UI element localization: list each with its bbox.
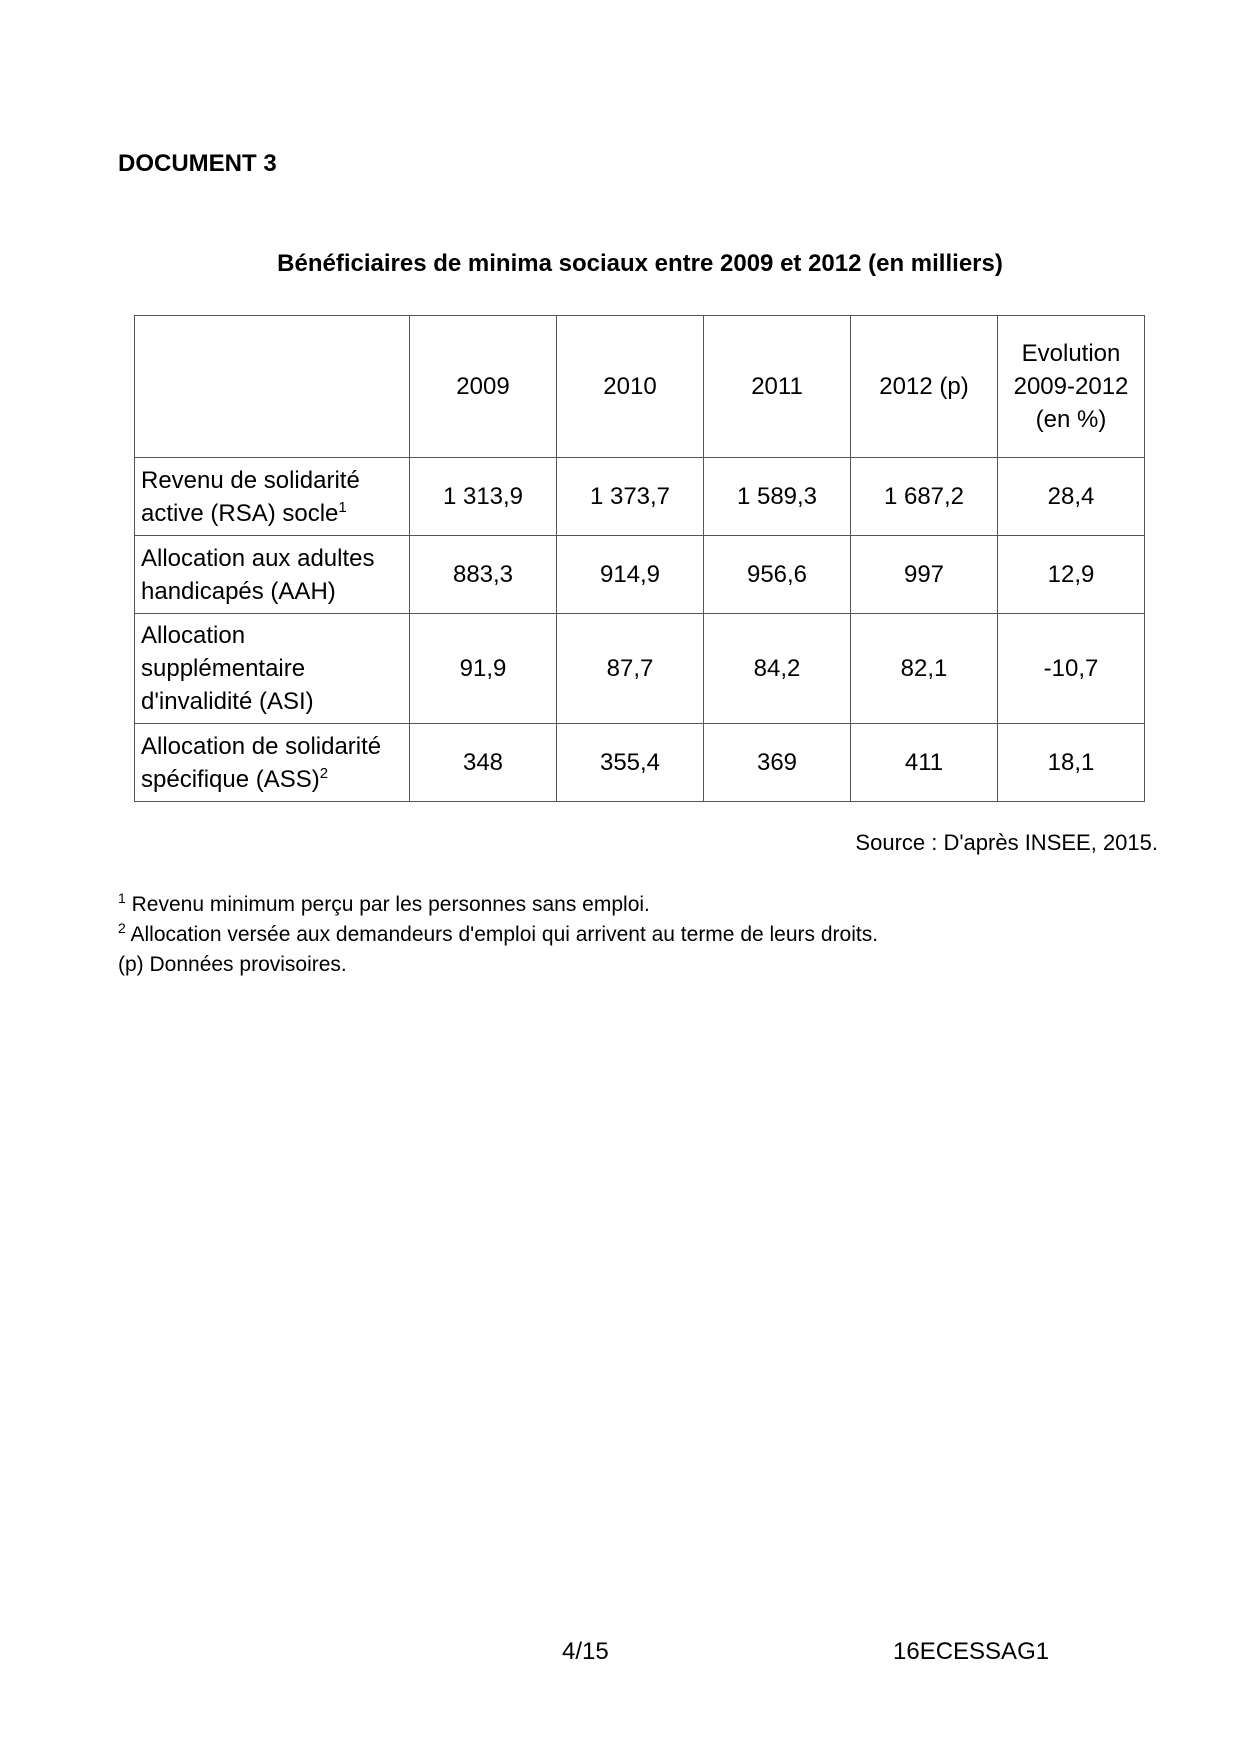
header-cell-2012: 2012 (p) xyxy=(851,316,998,458)
header-cell-evolution xyxy=(998,316,1145,458)
table-cell: 87,7 xyxy=(557,614,704,724)
footnote-marker: 2 xyxy=(118,920,126,936)
table-cell: 91,9 xyxy=(410,614,557,724)
row-label-asi xyxy=(135,614,410,724)
row-label-rsa xyxy=(135,458,410,536)
table-header-row xyxy=(135,316,1145,458)
row-label-line: supplémentaire xyxy=(141,655,306,682)
header-cell-2010: 2010 xyxy=(557,316,704,458)
row-label-line: Allocation xyxy=(141,622,246,649)
table-cell: 1 589,3 xyxy=(704,458,851,536)
footnote-item xyxy=(118,950,878,980)
row-label-aah xyxy=(135,536,410,614)
table-row xyxy=(135,458,1145,536)
table-row xyxy=(135,724,1145,802)
row-label-line: handicapés (AAH) xyxy=(141,577,336,605)
table-cell: 355,4 xyxy=(557,724,704,802)
footnote-text: Allocation versée aux demandeurs d'emploi qui arrivent au terme de leurs droits. xyxy=(130,923,879,946)
header-cell-empty xyxy=(135,316,410,458)
table-row xyxy=(135,614,1145,724)
row-label-ass xyxy=(135,724,410,802)
row-label-line: Allocation de solidarité xyxy=(141,732,382,760)
header-evolution-line: Evolution xyxy=(1021,340,1121,367)
footnote-text: (p) Données provisoires. xyxy=(118,953,347,976)
table-cell: 348 xyxy=(410,724,557,802)
footnotes xyxy=(118,890,878,980)
document-label: DOCUMENT 3 xyxy=(118,150,277,177)
header-evolution-line: (en %) xyxy=(1035,406,1107,433)
table-cell: 1 373,7 xyxy=(557,458,704,536)
row-label-line: Revenu de solidarité xyxy=(141,466,360,494)
table-cell: 28,4 xyxy=(998,458,1145,536)
table-title: Bénéficiaires de minima sociaux entre 2009 et 2012 (en milliers) xyxy=(277,250,1003,277)
header-cell-2011: 2011 xyxy=(704,316,851,458)
footnote-marker: 1 xyxy=(118,890,126,906)
document-code: 16ECESSAG1 xyxy=(893,1638,1050,1665)
data-table xyxy=(134,315,1145,802)
table-cell: 411 xyxy=(851,724,998,802)
table-cell: 84,2 xyxy=(704,614,851,724)
table-cell: 956,6 xyxy=(704,536,851,614)
footnote-marker: 2 xyxy=(319,764,329,782)
table-cell: 997 xyxy=(851,536,998,614)
header-evolution-line: 2009-2012 xyxy=(1013,373,1129,400)
row-label-line: Allocation aux adultes xyxy=(141,544,375,572)
table-cell: 914,9 xyxy=(557,536,704,614)
table-cell: 12,9 xyxy=(998,536,1145,614)
table-cell: 883,3 xyxy=(410,536,557,614)
page-number: 4/15 xyxy=(562,1638,609,1665)
footnote-text: Revenu minimum perçu par les personnes sans emploi. xyxy=(131,893,650,916)
footnote-item xyxy=(118,920,878,950)
table-cell: 369 xyxy=(704,724,851,802)
table-cell: 1 687,2 xyxy=(851,458,998,536)
source-note: Source : D'après INSEE, 2015. xyxy=(855,830,1158,855)
footnote-item xyxy=(118,890,878,920)
table-row xyxy=(135,536,1145,614)
row-label-line: d'invalidité (ASI) xyxy=(141,688,314,715)
footnote-marker: 1 xyxy=(338,498,347,516)
table-cell: 82,1 xyxy=(851,614,998,724)
table-cell: 18,1 xyxy=(998,724,1145,802)
row-label-line: spécifique (ASS) xyxy=(141,765,320,793)
header-cell-2009: 2009 xyxy=(410,316,557,458)
row-label-line: active (RSA) socle xyxy=(141,499,339,527)
table-cell: -10,7 xyxy=(998,614,1145,724)
table-cell: 1 313,9 xyxy=(410,458,557,536)
